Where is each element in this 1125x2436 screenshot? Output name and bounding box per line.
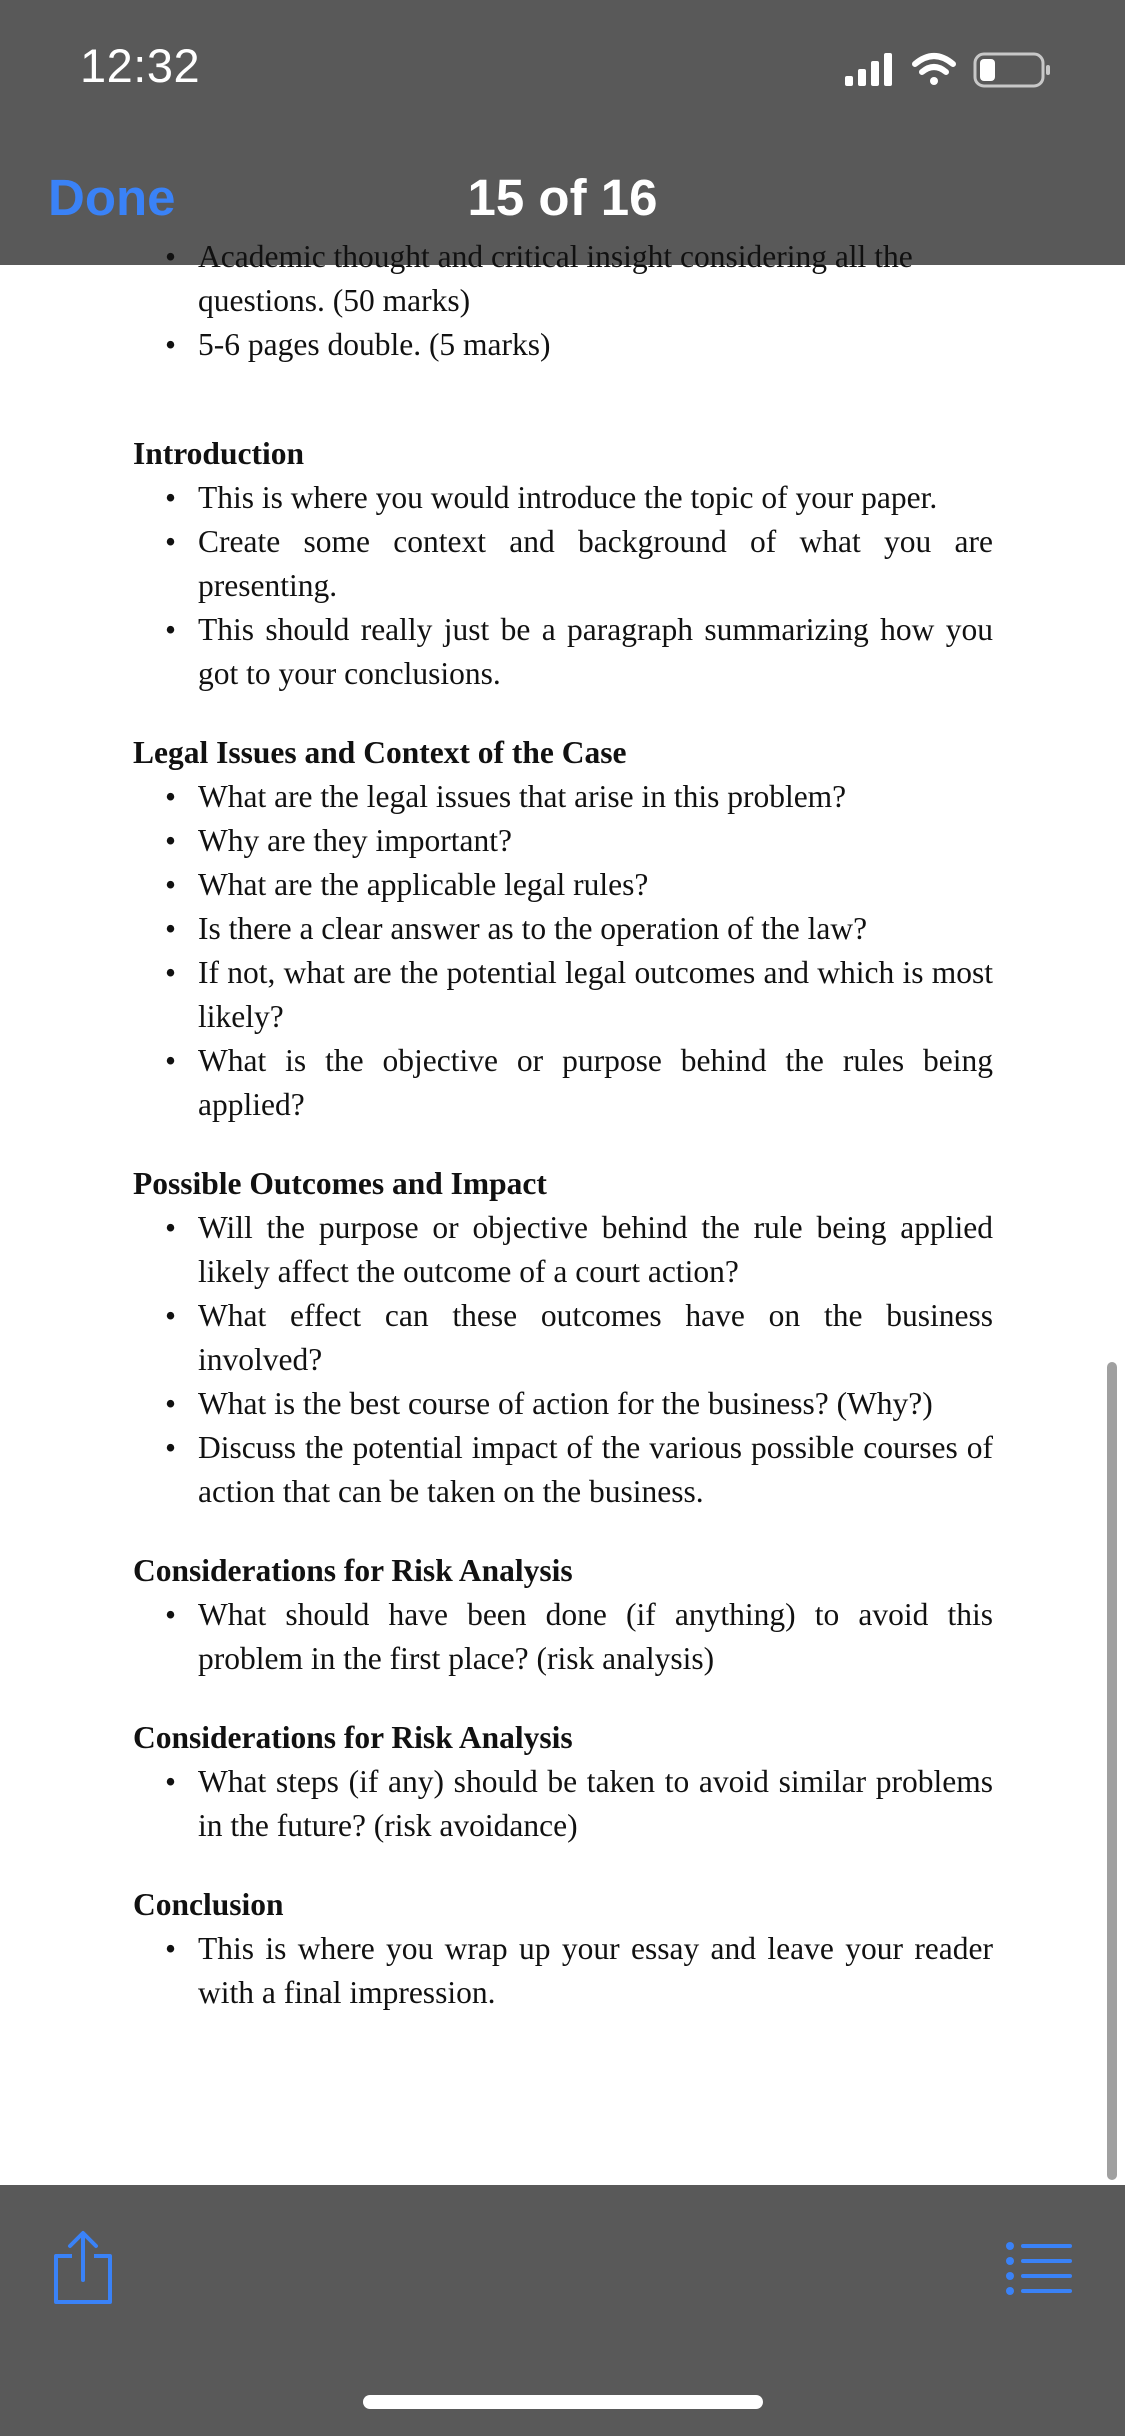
outline-list-button[interactable] [1005,2240,1073,2296]
list-icon [1005,2240,1073,2296]
list-item: • What steps (if any) should be taken to avoid similar problems in the future? (risk avoidance) [133,1760,993,1848]
share-button[interactable] [50,2230,116,2306]
list-item: • Why are they important? [133,819,993,863]
list-item: • Discuss the potential impact of the various possible courses of action that can be taken on the business. [133,1426,993,1514]
section-title: Legal Issues and Context of the Case [133,735,627,770]
top-bullet-list-2 [133,323,993,367]
document-viewer[interactable] [0,239,1125,2185]
done-button[interactable]: Done [48,169,176,226]
list-item: • Create some context and background of what you are presenting. [133,520,993,608]
bullet-list [133,476,993,696]
list-item: • What are the applicable legal rules? [133,863,993,907]
list-item: • Is there a clear answer as to the operation of the law? [133,907,993,951]
list-item: • If not, what are the potential legal outcomes and which is most likely? [133,951,993,1039]
list-item: • What is the best course of action for the business? (Why?) [133,1382,993,1426]
bottom-toolbar [0,2185,1125,2436]
section-title: Conclusion [133,1887,284,1922]
page-counter: 15 of 16 [467,169,658,226]
list-item-continuation: questions. (50 marks) [198,283,471,318]
list-item: • Academic thought and critical insight considering all the [133,235,993,279]
scrollbar[interactable] [1107,1362,1117,2180]
status-time: 12:32 [80,39,201,92]
bullet-list [133,775,993,1127]
section-legal-issues [133,731,993,1127]
wifi-icon [915,56,953,85]
home-indicator [363,2395,763,2409]
section-possible-outcomes [133,1162,993,1514]
list-item: • Will the purpose or objective behind the rule being applied likely affect the outcome of a court action? [133,1206,993,1294]
bullet-list [133,1760,993,1848]
top-bullet-list [133,235,993,279]
bullet-list [133,1593,993,1681]
document-page [133,235,993,2015]
list-item: • This should really just be a paragraph summarizing how you got to your conclusions. [133,608,993,696]
section-risk-analysis [133,1549,993,1681]
list-item: • 5-6 pages double. (5 marks) [133,323,993,367]
section-title: Introduction [133,436,304,471]
section-title: Considerations for Risk Analysis [133,1720,573,1755]
share-icon [50,2230,116,2306]
list-item: • What should have been done (if anything) to avoid this problem in the first place? (risk analysis) [133,1593,993,1681]
list-item: • This is where you wrap up your essay and leave your reader with a final impression. [133,1927,993,2015]
section-conclusion [133,1883,993,2015]
cellular-signal-icon [845,53,892,86]
bullet-list [133,1927,993,2015]
list-item: • What is the objective or purpose behind the rules being applied? [133,1039,993,1127]
battery-icon [975,54,1050,86]
list-item: • What are the legal issues that arise in this problem? [133,775,993,819]
bullet-list [133,1206,993,1514]
status-icons [845,50,1085,90]
section-risk-avoidance [133,1716,993,1848]
top-bar [0,0,1125,265]
section-introduction [133,432,993,696]
list-item: • This is where you would introduce the topic of your paper. [133,476,993,520]
section-title: Considerations for Risk Analysis [133,1553,573,1588]
list-item: • What effect can these outcomes have on the business involved? [133,1294,993,1382]
section-title: Possible Outcomes and Impact [133,1166,547,1201]
